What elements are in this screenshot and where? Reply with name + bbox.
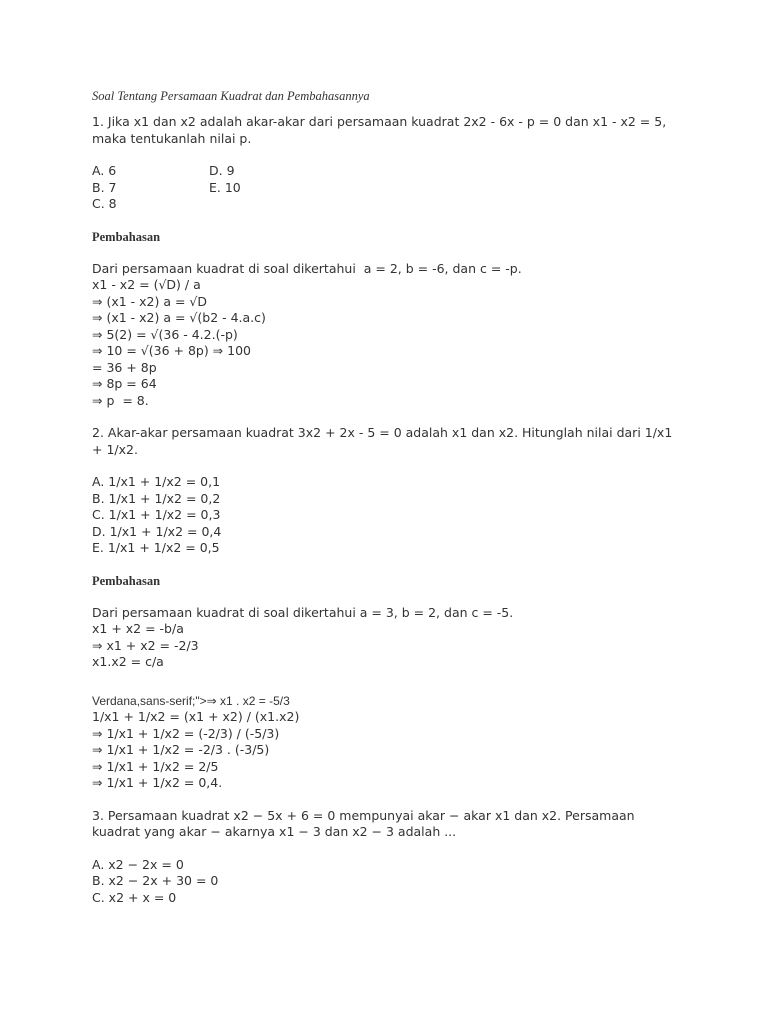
- option-b: B. 1/x1 + 1/x2 = 0,2: [92, 490, 221, 506]
- solution-line: ⇒ 1/x1 + 1/x2 = (-2/3) / (-5/3): [92, 725, 280, 741]
- solution-line: ⇒ 5(2) = √(36 - 4.2.(-p): [92, 326, 238, 342]
- option-b: B. 7: [92, 179, 117, 195]
- solution-line: ⇒ 1/x1 + 1/x2 = -2/3 . (-3/5): [92, 742, 270, 757]
- document-title: Soal Tentang Persamaan Kuadrat dan Pembahasannya: [92, 89, 370, 103]
- solution-line: ⇒ 1/x1 + 1/x2 = 2/5: [92, 758, 219, 774]
- question-3-options: [92, 857, 682, 907]
- question-2-text: 2. Akar-akar persamaan kuadrat 3x2 + 2x - 5 = 0 adalah x1 dan x2. Hitunglah nilai dari 1/x1 + 1/x2.: [92, 425, 673, 457]
- question-1: [92, 114, 682, 409]
- solution-1-heading: Pembahasan: [92, 229, 161, 244]
- option-b: B. x2 − 2x + 30 = 0: [92, 873, 219, 888]
- option-a: A. x2 − 2x = 0: [92, 856, 184, 872]
- question-1-options: [92, 163, 682, 213]
- question-3-text: 3. Persamaan kuadrat x2 − 5x + 6 = 0 mempunyai akar − akar x1 dan x2. Persamaan kuadrat yang akar − akarnya x1 − 3 dan x2 − 3 adalah ...: [92, 807, 635, 839]
- question-3: [92, 808, 682, 907]
- option-a: A. 1/x1 + 1/x2 = 0,1: [92, 474, 221, 489]
- option-c: C. 1/x1 + 1/x2 = 0,3: [92, 507, 221, 522]
- option-e: E. 10: [209, 179, 241, 195]
- option-a: A. 6: [92, 163, 117, 178]
- solution-line: Dari persamaan kuadrat di soal dikertahui a = 3, b = 2, dan c = -5.: [92, 604, 514, 620]
- option-d: D. 1/x1 + 1/x2 = 0,4: [92, 523, 222, 539]
- option-c: C. x2 + x = 0: [92, 889, 177, 905]
- solution-line: ⇒ p = 8.: [92, 392, 149, 408]
- document-page: [92, 88, 682, 906]
- option-c: C. 8: [92, 196, 117, 211]
- solution-line: ⇒ (x1 - x2) a = √D: [92, 293, 208, 309]
- option-d: D. 9: [209, 163, 235, 178]
- solution-line: Dari persamaan kuadrat di soal dikertahui a = 2, b = -6, dan c = -p.: [92, 260, 522, 276]
- solution-line: x1 + x2 = -b/a: [92, 621, 184, 636]
- broken-markup-line: Verdana,sans-serif;">⇒ x1 . x2 = -5/3: [92, 693, 290, 708]
- solution-2-heading: Pembahasan: [92, 573, 161, 588]
- solution-line: 1/x1 + 1/x2 = (x1 + x2) / (x1.x2): [92, 709, 300, 724]
- question-2-options: [92, 474, 682, 557]
- question-2: [92, 425, 682, 792]
- solution-line: ⇒ 1/x1 + 1/x2 = 0,4.: [92, 775, 223, 790]
- solution-2: [92, 605, 682, 792]
- solution-line: x1.x2 = c/a: [92, 654, 164, 669]
- solution-line: ⇒ x1 + x2 = -2/3: [92, 637, 199, 653]
- option-e: E. 1/x1 + 1/x2 = 0,5: [92, 540, 220, 555]
- solution-line: ⇒ 8p = 64: [92, 376, 157, 391]
- solution-line: x1 - x2 = (√D) / a: [92, 277, 201, 292]
- solution-line: ⇒ (x1 - x2) a = √(b2 - 4.a.c): [92, 310, 266, 325]
- solution-1: [92, 261, 682, 410]
- solution-line: = 36 + 8p: [92, 359, 157, 375]
- question-1-text: 1. Jika x1 dan x2 adalah akar-akar dari persamaan kuadrat 2x2 - 6x - p = 0 dan x1 - x2 = 5, maka tentukanlah nilai p.: [92, 114, 667, 146]
- solution-line: ⇒ 10 = √(36 + 8p) ⇒ 100: [92, 343, 251, 358]
